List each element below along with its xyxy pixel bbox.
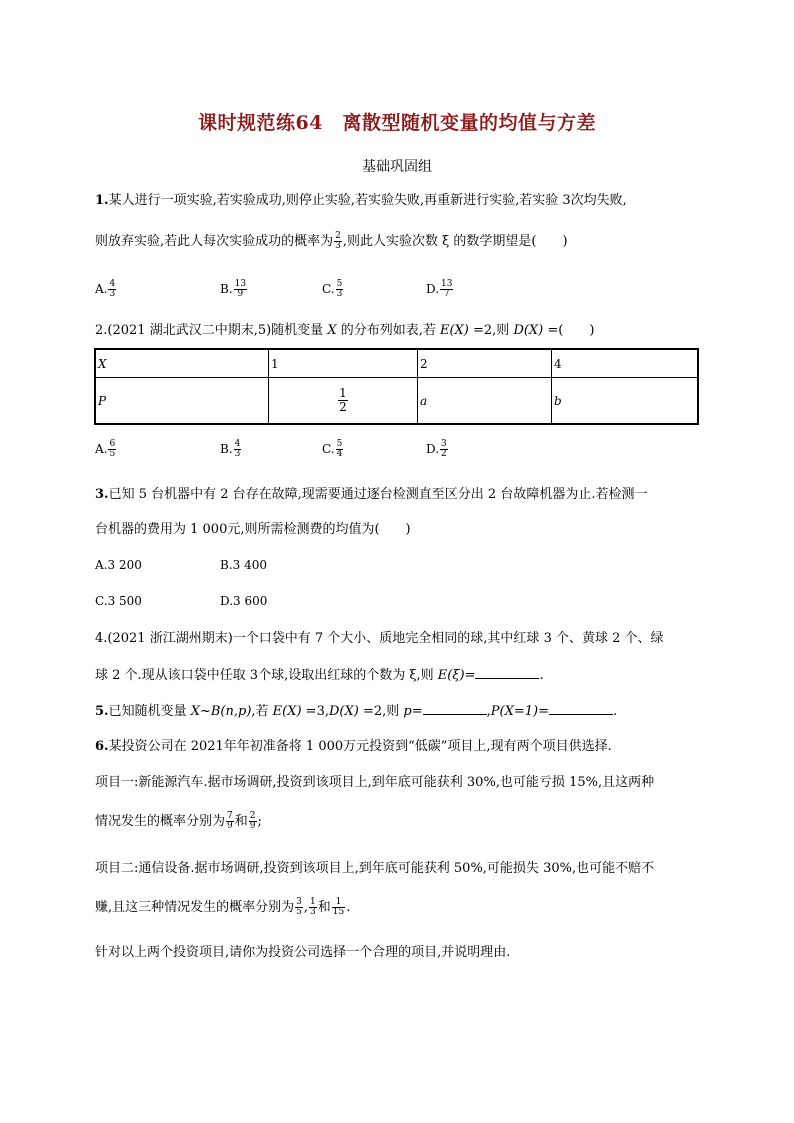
q5-text-c: =3, <box>301 704 329 719</box>
q2-option-c-label: C. <box>322 442 335 456</box>
table-frac-den: 2 <box>339 400 347 414</box>
q4-text-c: . <box>539 668 544 683</box>
q2-dx: D(X) <box>513 323 544 338</box>
table-cell <box>269 378 418 425</box>
table-cell: 2 <box>418 349 552 378</box>
q1-number: 1. <box>95 193 109 208</box>
q6-frac-2-num: 2 <box>249 811 256 821</box>
q5-text-d: =2,则 <box>358 704 404 719</box>
q5-px-blank[interactable] <box>549 702 613 715</box>
q1-option-c-frac <box>336 280 344 299</box>
q2-option-a-frac <box>108 440 116 459</box>
q6-text-3b: 和 <box>234 814 248 829</box>
q6-number: 6. <box>95 739 109 754</box>
q1-option-d-den: 7 <box>443 289 450 299</box>
q6-frac-2-den: 9 <box>249 821 256 831</box>
q2-text-d: =( ) <box>543 323 595 338</box>
q5-text-e: = <box>411 704 423 719</box>
q2-option-c-den: 4 <box>336 449 343 459</box>
q5-number: 5. <box>95 704 109 719</box>
table-row <box>95 378 698 425</box>
q6-frac-5-den: 15 <box>332 907 345 917</box>
q1-option-a-den: 3 <box>109 289 116 299</box>
q2-option-d-num: 3 <box>441 439 447 449</box>
q1-option-c-label: C. <box>322 282 335 296</box>
q1-line1 <box>95 192 627 210</box>
table-cell: 1 <box>269 349 418 378</box>
q5-p-blank[interactable] <box>423 702 487 715</box>
section-subtitle: 基础巩固组 <box>362 159 432 175</box>
table-row <box>95 349 698 378</box>
q1-option-b <box>220 280 248 299</box>
q3-line1 <box>95 486 647 504</box>
q6-frac-2 <box>249 812 257 831</box>
q1-text-1: 某人进行一项实验,若实验成功,则停止实验,若实验失败,再重新进行实验,若实验 3次均失败, <box>108 193 627 208</box>
q2-option-c-num: 5 <box>336 439 343 449</box>
q5-line <box>95 702 617 721</box>
q2-option-d <box>426 440 449 459</box>
q2-option-a-label: A. <box>95 442 108 456</box>
q3-number: 3. <box>95 487 109 502</box>
q5-text-b: ,若 <box>251 704 273 719</box>
table-cell: a <box>418 378 552 425</box>
q2-number: 2. <box>95 323 108 338</box>
q1-option-b-label: B. <box>220 282 233 296</box>
q2-option-a-den: 5 <box>109 449 116 459</box>
q4-line1: 4.(2021 浙江湖州期末)一个口袋中有 7 个大小、质地完全相同的球,其中红球 3 个、黄球 2 个、绿 <box>95 631 664 646</box>
q1-option-a-num: 4 <box>109 279 116 289</box>
q1-option-b-frac <box>234 280 247 299</box>
q6-frac-5-num: 1 <box>332 898 345 908</box>
q1-option-b-num: 13 <box>234 279 247 289</box>
q6-frac-4-den: 3 <box>310 907 316 917</box>
q3-option-d: D.3 600 <box>220 594 268 608</box>
q1-option-c-num: 5 <box>336 279 343 289</box>
q6-frac-3 <box>295 898 303 917</box>
q6-text-5b: 和 <box>317 900 331 915</box>
q4-text-a: 球 2 个.现从该口袋中任取 3个球,设取出红球的个数为 ξ,则 <box>95 668 438 683</box>
q6-frac-5 <box>332 898 345 917</box>
q2-option-b-label: B. <box>220 442 233 456</box>
q1-line2 <box>95 232 568 251</box>
q1-option-b-den: 9 <box>237 289 244 299</box>
q6-text-1: 某投资公司在 2021年年初准备将 1 000万元投资到“低碳”项目上,现有两个项目供选择. <box>108 739 612 754</box>
q1-option-d-frac <box>440 280 453 299</box>
q6-text-3a: 情况发生的概率分别为 <box>95 814 226 829</box>
q1-option-d-label: D. <box>426 282 440 296</box>
q1-option-d-num: 13 <box>441 279 453 289</box>
q4-text-b: = <box>464 668 476 683</box>
q5-text-a: 已知随机变量 <box>108 704 191 719</box>
q3-option-b: B.3 400 <box>220 558 267 572</box>
q4-line2 <box>95 666 544 685</box>
q1-option-a-label: A. <box>95 282 108 296</box>
q6-line2: 项目一:新能源汽车.据市场调研,投资到该项目上,到年底可能获利 30%,也可能亏损 15%,且这两种 <box>95 775 655 790</box>
q1-option-d <box>426 280 454 299</box>
q2-option-b-frac <box>234 440 242 459</box>
q5-text-g: = <box>538 704 549 719</box>
q2-text-b: 的分布列如表,若 <box>336 323 440 338</box>
q6-frac-1 <box>226 812 234 831</box>
q3-option-a: A.3 200 <box>95 558 142 572</box>
q1-frac-num: 2 <box>335 231 341 241</box>
table-cell: b <box>552 378 699 425</box>
q2-option-a-num: 6 <box>109 439 116 449</box>
distribution-table <box>94 348 699 425</box>
q6-text-5a: 赚,且这三种情况发生的概率分别为 <box>95 900 295 915</box>
q6-frac-4 <box>309 898 317 917</box>
q3-option-c: C.3 500 <box>95 594 142 608</box>
q2-line1 <box>95 322 594 340</box>
page-title: 课时规范练64 离散型随机变量的均值与方差 <box>198 112 596 134</box>
q2-option-c-frac <box>336 440 344 459</box>
q2-var-x: X <box>327 323 337 338</box>
q6-text-5c: . <box>346 900 351 915</box>
q1-frac-den: 3 <box>335 241 341 251</box>
q6-frac-1-den: 9 <box>227 821 233 831</box>
q6-frac-3-den: 5 <box>296 907 302 917</box>
q1-option-a <box>95 280 117 299</box>
q4-answer-blank[interactable] <box>475 666 539 679</box>
q2-option-d-den: 2 <box>441 449 447 459</box>
table-frac-num: 1 <box>339 386 347 400</box>
q6-text-5sep: , <box>303 900 309 915</box>
table-cell: X <box>95 349 269 378</box>
table-cell: 4 <box>552 349 699 378</box>
q2-option-a <box>95 440 117 459</box>
q6-text-3c: ; <box>257 814 262 829</box>
q1-option-a-frac <box>108 280 116 299</box>
q2-option-b-num: 4 <box>234 439 241 449</box>
q2-option-b-den: 3 <box>234 449 241 459</box>
q1-fraction <box>334 232 342 251</box>
q2-ex: E(X) <box>439 323 469 338</box>
q2-option-b <box>220 440 242 459</box>
q1-text-2a: 则放弃实验,若此人每次实验成功的概率为 <box>95 234 334 249</box>
q6-frac-4-num: 1 <box>310 897 316 907</box>
q6-line1 <box>95 738 612 756</box>
q6-line6: 针对以上两个投资项目,请你为投资公司选择一个合理的项目,并说明理由. <box>95 945 511 960</box>
q3-text-1: 已知 5 台机器中有 2 台存在故障,现需要通过逐台检测直至区分出 2 台故障机器为止.若检测一 <box>108 487 648 502</box>
q2-option-d-frac <box>440 440 448 459</box>
q5-ex: E(X) <box>272 704 302 719</box>
q6-line5 <box>95 898 350 917</box>
q6-frac-1-num: 7 <box>227 811 233 821</box>
q5-dist: X~B(n,p) <box>190 704 252 719</box>
q2-text-a: (2021 湖北武汉二中期末,5)随机变量 <box>107 323 328 338</box>
q6-line4: 项目二:通信设备.据市场调研,投资到该项目上,到年底可能获利 50%,可能损失 30%,也可能不赔不 <box>95 861 655 876</box>
q2-option-d-label: D. <box>426 442 440 456</box>
q1-option-c <box>322 280 344 299</box>
q3-line2: 台机器的费用为 1 000元,则所需检测费的均值为( ) <box>95 522 411 537</box>
q1-option-c-den: 3 <box>336 289 343 299</box>
q2-option-c <box>322 440 344 459</box>
q5-text-f: , <box>486 704 491 719</box>
q6-frac-3-num: 3 <box>296 897 302 907</box>
q6-line3 <box>95 812 262 831</box>
q5-p: p <box>403 704 412 719</box>
q4-expectation: E(ξ) <box>437 668 465 683</box>
q5-text-h: . <box>612 704 618 719</box>
q5-px: P(X=1) <box>490 704 539 719</box>
q2-text-c: =2,则 <box>468 323 514 338</box>
table-fraction <box>338 387 348 414</box>
table-cell: P <box>95 378 269 425</box>
q5-dx: D(X) <box>328 704 359 719</box>
q1-text-2b: ,则此人实验次数 ξ 的数学期望是( ) <box>342 234 568 249</box>
